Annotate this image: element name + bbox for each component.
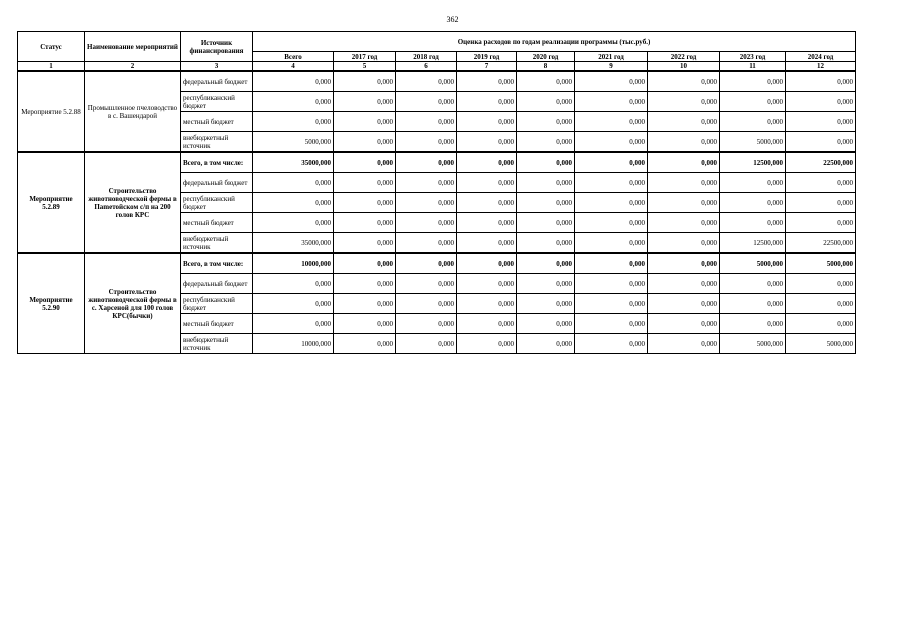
value-cell: 0,000: [396, 274, 457, 294]
expenditure-table: [17, 31, 856, 354]
value-cell: 0,000: [253, 213, 334, 233]
value-cell: 0,000: [396, 253, 457, 274]
value-cell: 0,000: [334, 233, 396, 254]
value-cell: 0,000: [334, 92, 396, 112]
name-cell: Промышленное пчеловодство в с. Вашендарой: [85, 71, 181, 152]
value-cell: 0,000: [334, 152, 396, 173]
value-cell: 0,000: [517, 213, 575, 233]
value-cell: 0,000: [253, 294, 334, 314]
value-cell: 0,000: [457, 334, 517, 354]
value-cell: 0,000: [648, 334, 720, 354]
value-cell: 0,000: [720, 314, 786, 334]
value-cell: 0,000: [334, 71, 396, 92]
value-cell: 0,000: [648, 314, 720, 334]
column-number: 1: [18, 62, 85, 72]
value-cell: 0,000: [575, 233, 648, 254]
value-cell: 10000,000: [253, 334, 334, 354]
value-cell: 0,000: [517, 193, 575, 213]
value-cell: 0,000: [517, 274, 575, 294]
source-cell: республиканский бюджет: [181, 193, 253, 213]
table-body: [18, 71, 856, 354]
value-cell: 5000,000: [253, 132, 334, 153]
value-cell: 0,000: [396, 334, 457, 354]
value-cell: 0,000: [396, 132, 457, 153]
value-cell: 0,000: [575, 92, 648, 112]
value-cell: 0,000: [517, 71, 575, 92]
value-cell: 10000,000: [253, 253, 334, 274]
value-cell: 0,000: [396, 173, 457, 193]
value-cell: 0,000: [786, 112, 856, 132]
value-cell: 5000,000: [786, 334, 856, 354]
value-cell: 0,000: [720, 92, 786, 112]
value-cell: 0,000: [334, 213, 396, 233]
value-cell: 0,000: [396, 112, 457, 132]
value-cell: 0,000: [253, 193, 334, 213]
value-cell: 35000,000: [253, 233, 334, 254]
value-cell: 0,000: [457, 274, 517, 294]
value-cell: 0,000: [648, 173, 720, 193]
source-cell: федеральный бюджет: [181, 173, 253, 193]
value-cell: 0,000: [648, 71, 720, 92]
value-cell: 0,000: [720, 71, 786, 92]
value-cell: 0,000: [575, 173, 648, 193]
value-cell: 0,000: [334, 173, 396, 193]
table-row: [18, 253, 856, 274]
value-cell: 0,000: [457, 314, 517, 334]
source-cell: внебюджетный источник: [181, 334, 253, 354]
value-cell: 0,000: [457, 112, 517, 132]
value-cell: 0,000: [720, 274, 786, 294]
name-cell: Строительство животноводческой фермы в с. Харсеной для 100 голов КРС(бычки): [85, 253, 181, 354]
value-cell: 0,000: [786, 213, 856, 233]
value-cell: 0,000: [457, 253, 517, 274]
value-cell: 0,000: [720, 112, 786, 132]
value-cell: 5000,000: [720, 132, 786, 153]
value-cell: 0,000: [517, 253, 575, 274]
source-cell: Всего, в том числе:: [181, 253, 253, 274]
source-cell: внебюджетный источник: [181, 132, 253, 153]
value-cell: 0,000: [720, 213, 786, 233]
value-cell: 0,000: [396, 193, 457, 213]
value-cell: 0,000: [786, 173, 856, 193]
value-cell: 0,000: [575, 253, 648, 274]
value-cell: 5000,000: [720, 253, 786, 274]
value-cell: 22500,000: [786, 152, 856, 173]
header-year: 2024 год: [786, 52, 856, 62]
value-cell: 0,000: [575, 213, 648, 233]
header-year: 2023 год: [720, 52, 786, 62]
value-cell: 12500,000: [720, 152, 786, 173]
value-cell: 0,000: [396, 71, 457, 92]
source-cell: местный бюджет: [181, 213, 253, 233]
column-number: 10: [648, 62, 720, 72]
column-number: 12: [786, 62, 856, 72]
value-cell: 0,000: [517, 92, 575, 112]
source-cell: Всего, в том числе:: [181, 152, 253, 173]
value-cell: 0,000: [334, 112, 396, 132]
value-cell: 0,000: [253, 71, 334, 92]
column-number: 9: [575, 62, 648, 72]
value-cell: 0,000: [457, 152, 517, 173]
header-year: 2017 год: [334, 52, 396, 62]
status-cell: Мероприятие 5.2.89: [18, 152, 85, 253]
value-cell: 0,000: [334, 334, 396, 354]
value-cell: 0,000: [575, 112, 648, 132]
value-cell: 0,000: [786, 294, 856, 314]
value-cell: 0,000: [457, 233, 517, 254]
value-cell: 0,000: [648, 233, 720, 254]
value-cell: 0,000: [457, 132, 517, 153]
value-cell: 0,000: [575, 71, 648, 92]
value-cell: 12500,000: [720, 233, 786, 254]
source-cell: республиканский бюджет: [181, 294, 253, 314]
value-cell: 0,000: [648, 193, 720, 213]
value-cell: 0,000: [396, 213, 457, 233]
column-number: 6: [396, 62, 457, 72]
value-cell: 0,000: [457, 213, 517, 233]
value-cell: 35000,000: [253, 152, 334, 173]
status-cell: Мероприятие 5.2.90: [18, 253, 85, 354]
value-cell: 0,000: [786, 92, 856, 112]
value-cell: 0,000: [648, 213, 720, 233]
value-cell: 0,000: [334, 274, 396, 294]
value-cell: 0,000: [575, 193, 648, 213]
value-cell: 0,000: [575, 314, 648, 334]
source-cell: республиканский бюджет: [181, 92, 253, 112]
value-cell: 0,000: [517, 132, 575, 153]
value-cell: 0,000: [517, 294, 575, 314]
value-cell: 0,000: [334, 253, 396, 274]
value-cell: 0,000: [786, 132, 856, 153]
value-cell: 0,000: [648, 132, 720, 153]
source-cell: внебюджетный источник: [181, 233, 253, 254]
name-cell: Строительство животноводческой фермы в Пameтойском с/п на 200 голов КРС: [85, 152, 181, 253]
value-cell: 0,000: [457, 71, 517, 92]
value-cell: 0,000: [648, 152, 720, 173]
value-cell: 0,000: [334, 294, 396, 314]
value-cell: 0,000: [786, 71, 856, 92]
value-cell: 0,000: [786, 314, 856, 334]
column-number: 11: [720, 62, 786, 72]
column-number: 2: [85, 62, 181, 72]
value-cell: 0,000: [575, 132, 648, 153]
value-cell: 0,000: [648, 274, 720, 294]
value-cell: 0,000: [648, 253, 720, 274]
value-cell: 0,000: [720, 193, 786, 213]
header-year: 2019 год: [457, 52, 517, 62]
value-cell: 0,000: [517, 112, 575, 132]
header-source: Источник финансирования: [181, 32, 253, 62]
value-cell: 0,000: [517, 334, 575, 354]
source-cell: федеральный бюджет: [181, 274, 253, 294]
value-cell: 0,000: [396, 152, 457, 173]
value-cell: 0,000: [517, 152, 575, 173]
value-cell: 0,000: [457, 193, 517, 213]
value-cell: 0,000: [457, 92, 517, 112]
value-cell: 5000,000: [720, 334, 786, 354]
value-cell: 0,000: [396, 233, 457, 254]
value-cell: 0,000: [396, 314, 457, 334]
page-number: 362: [446, 15, 459, 24]
header-name: Наименование мероприятий: [85, 32, 181, 62]
value-cell: 0,000: [253, 112, 334, 132]
source-cell: федеральный бюджет: [181, 71, 253, 92]
value-cell: 0,000: [253, 173, 334, 193]
value-cell: 0,000: [334, 132, 396, 153]
column-number: 7: [457, 62, 517, 72]
header-status: Статус: [18, 32, 85, 62]
value-cell: 0,000: [575, 274, 648, 294]
value-cell: 0,000: [575, 294, 648, 314]
value-cell: 0,000: [648, 112, 720, 132]
value-cell: 0,000: [720, 294, 786, 314]
header-year: 2018 год: [396, 52, 457, 62]
source-cell: местный бюджет: [181, 112, 253, 132]
value-cell: 0,000: [517, 314, 575, 334]
value-cell: 0,000: [575, 152, 648, 173]
value-cell: 0,000: [575, 334, 648, 354]
value-cell: 0,000: [786, 193, 856, 213]
source-cell: местный бюджет: [181, 314, 253, 334]
header-year: Всего: [253, 52, 334, 62]
table-row: [18, 152, 856, 173]
value-cell: 0,000: [253, 314, 334, 334]
value-cell: 0,000: [334, 193, 396, 213]
column-number: 8: [517, 62, 575, 72]
value-cell: 22500,000: [786, 233, 856, 254]
table-row: [18, 71, 856, 92]
value-cell: 5000,000: [786, 253, 856, 274]
value-cell: 0,000: [720, 173, 786, 193]
value-cell: 0,000: [253, 92, 334, 112]
column-number: 4: [253, 62, 334, 72]
header-estimate: Оценка расходов по годам реализации программы (тыс.руб.): [253, 32, 856, 52]
status-cell: Мероприятие 5.2.88: [18, 71, 85, 152]
value-cell: 0,000: [396, 294, 457, 314]
value-cell: 0,000: [457, 294, 517, 314]
header-year: 2022 год: [648, 52, 720, 62]
header-year: 2021 год: [575, 52, 648, 62]
value-cell: 0,000: [517, 233, 575, 254]
column-numbers-row: [18, 62, 856, 72]
value-cell: 0,000: [648, 92, 720, 112]
column-number: 5: [334, 62, 396, 72]
value-cell: 0,000: [457, 173, 517, 193]
value-cell: 0,000: [648, 294, 720, 314]
column-number: 3: [181, 62, 253, 72]
value-cell: 0,000: [253, 274, 334, 294]
value-cell: 0,000: [517, 173, 575, 193]
value-cell: 0,000: [334, 314, 396, 334]
value-cell: 0,000: [786, 274, 856, 294]
value-cell: 0,000: [396, 92, 457, 112]
header-year: 2020 год: [517, 52, 575, 62]
